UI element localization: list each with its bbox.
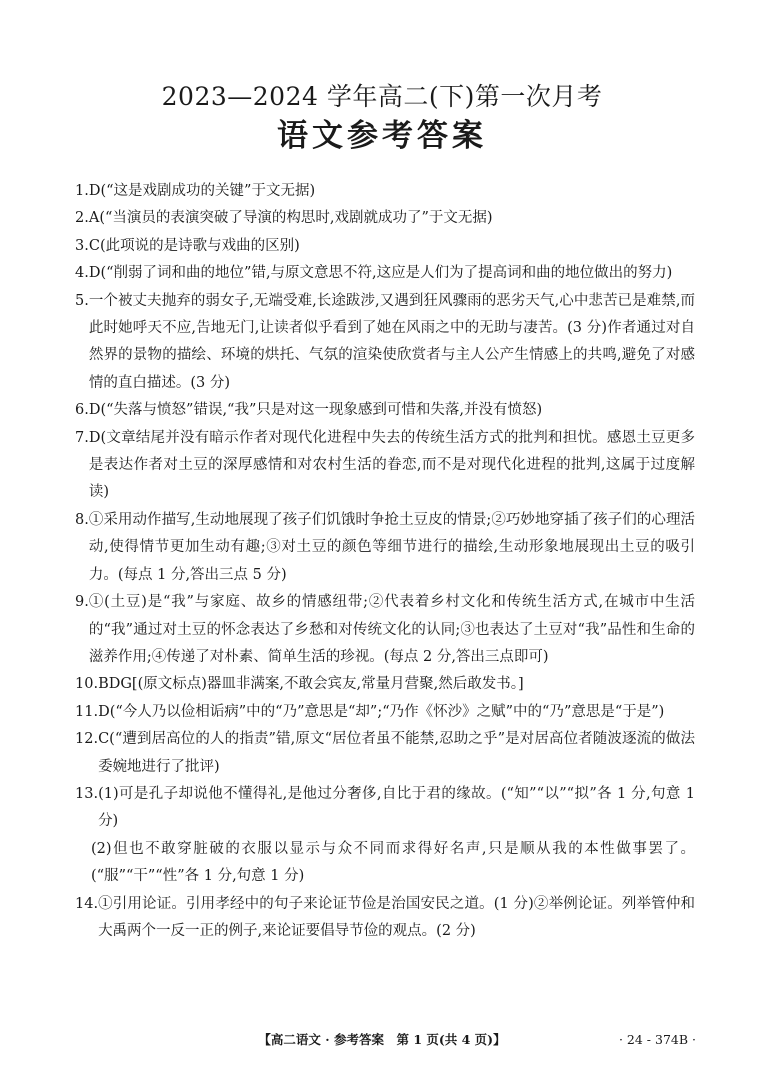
answer-text: D(“削弱了词和曲的地位”错,与原文意思不符,这应是人们为了提高词和曲的地位做出的努力) [88,265,673,282]
footer-page-info: 【高二语文 · 参考答案 第 1 页(共 4 页)】 [258,1032,506,1047]
answer-text: 一个被丈夫抛弃的弱女子,无端受难,长途跋涉,又遇到狂风骤雨的恶劣天气,心中悲苦已是难禁,而此时她呼天不应,告地无门,让读者似乎看到了她在风雨之中的无助与凄苦。(3 分)作者通过对自然界的景物的描绘、环境的烘托、气氛的渲染使欣赏者与主人公产生情感上的共鸣,避免了对感情的直白描述。(3 分) [88,292,695,391]
answer-text: A(“当演员的表演突破了导演的构思时,戏剧就成功了”于文无据) [88,210,493,227]
answer-item-12 [75,726,695,781]
answer-number: 9. [75,594,89,611]
answer-text: C(此项说的是诗歌与戏曲的区别) [88,237,300,254]
answer-text: ①(土豆)是“我”与家庭、故乡的情感纽带;②代表着乡村文化和传统生活方式,在城市中生活的“我”通过对土豆的怀念表达了乡愁和对传统文化的认同;③也表达了土豆对“我”品性和生命的滋养作用;④传递了对朴素、简单生活的珍视。(每点 2 分,答出三点即可) [88,594,695,665]
answer-number: 2. [75,210,89,227]
answer-item-3 [75,233,695,260]
answer-item-7 [75,425,695,507]
answer-text: (1)可是孔子却说他不懂得礼,是他过分奢侈,自比于君的缘故。(“知”“以”“拟”各 1 分,句意 1 分) [98,785,695,830]
answer-text: D(“这是戏剧成功的关键”于文无据) [88,183,316,199]
answer-number: 1. [75,183,89,199]
answer-number: 10. [75,676,99,693]
answer-number: 11. [75,703,99,720]
answer-number: 13. [75,785,99,802]
answer-number: 3. [75,237,89,254]
answer-text: BDG[(原文标点)器皿非满案,不敢会宾友,常量月营聚,然后敢发书。] [98,676,524,693]
answer-item-5 [75,288,695,398]
answer-item-1 [75,178,695,205]
answer-item-4 [75,260,695,287]
answer-number: 5. [75,292,89,309]
footer-doc-code: · 24 - 374B · [618,1032,696,1047]
answer-text: C(“遭到居高位的人的指责”错,原文“居位者虽不能禁,忍助之乎”是对居高位者随波逐流的做法委婉地进行了批评) [98,731,695,775]
answer-text: ①引用论证。引用孝经中的句子来论证节俭是治国安民之道。(1 分)②举例论证。列举管仲和大禹两个一反一正的例子,来论证要倡导节俭的观点。(2 分) [98,895,695,939]
answer-item-10 [75,671,695,698]
answer-item-11 [75,699,695,726]
page-subtitle: 语文参考答案 [277,118,487,154]
answer-text: D(文章结尾并没有暗示作者对现代化进程中失去的传统生活方式的批判和担忧。感恩土豆更多是表达作者对土豆的深厚感情和对农村生活的眷恋,而不是对现代化进程的批判,这属于过度解读) [88,429,695,501]
answer-item-2 [75,205,695,232]
answer-item-14 [75,891,695,946]
answer-item-9 [75,589,695,671]
answer-item-13-part-2: (2)但也不敢穿脏破的衣服以显示与众不同而求得好名声,只是顺从我的本性做事罢了。(“服”“干”“性”各 1 分,句意 1 分) [91,840,695,885]
page-title: 2023—2024 学年高二(下)第一次月考 [161,82,603,111]
answer-number: 12. [75,731,99,748]
answer-item-8 [75,507,695,589]
answer-item-13 [75,781,695,836]
answer-text: ①采用动作描写,生动地展现了孩子们饥饿时争抢土豆皮的情景;②巧妙地穿插了孩子们的心理活动,使得情节更加生动有趣;③对土豆的颜色等细节进行的描绘,生动形象地展现出土豆的吸引力。(每点 1 分,答出三点 5 分) [88,511,695,583]
answer-text: D(“今人乃以俭相诟病”中的“乃”意思是“却”;“乃作《怀沙》之赋”中的“乃”意思是“于是”) [98,703,665,720]
answer-number: 4. [75,265,89,282]
answer-list [75,178,695,945]
answer-number: 14. [75,895,99,912]
answer-text: D(“失落与愤怒”错误,“我”只是对这一现象感到可惜和失落,并没有愤怒) [88,402,543,419]
answer-number: 7. [75,429,89,446]
answer-number: 6. [75,402,89,419]
answer-number: 8. [75,511,89,528]
answer-item-6 [75,397,695,424]
